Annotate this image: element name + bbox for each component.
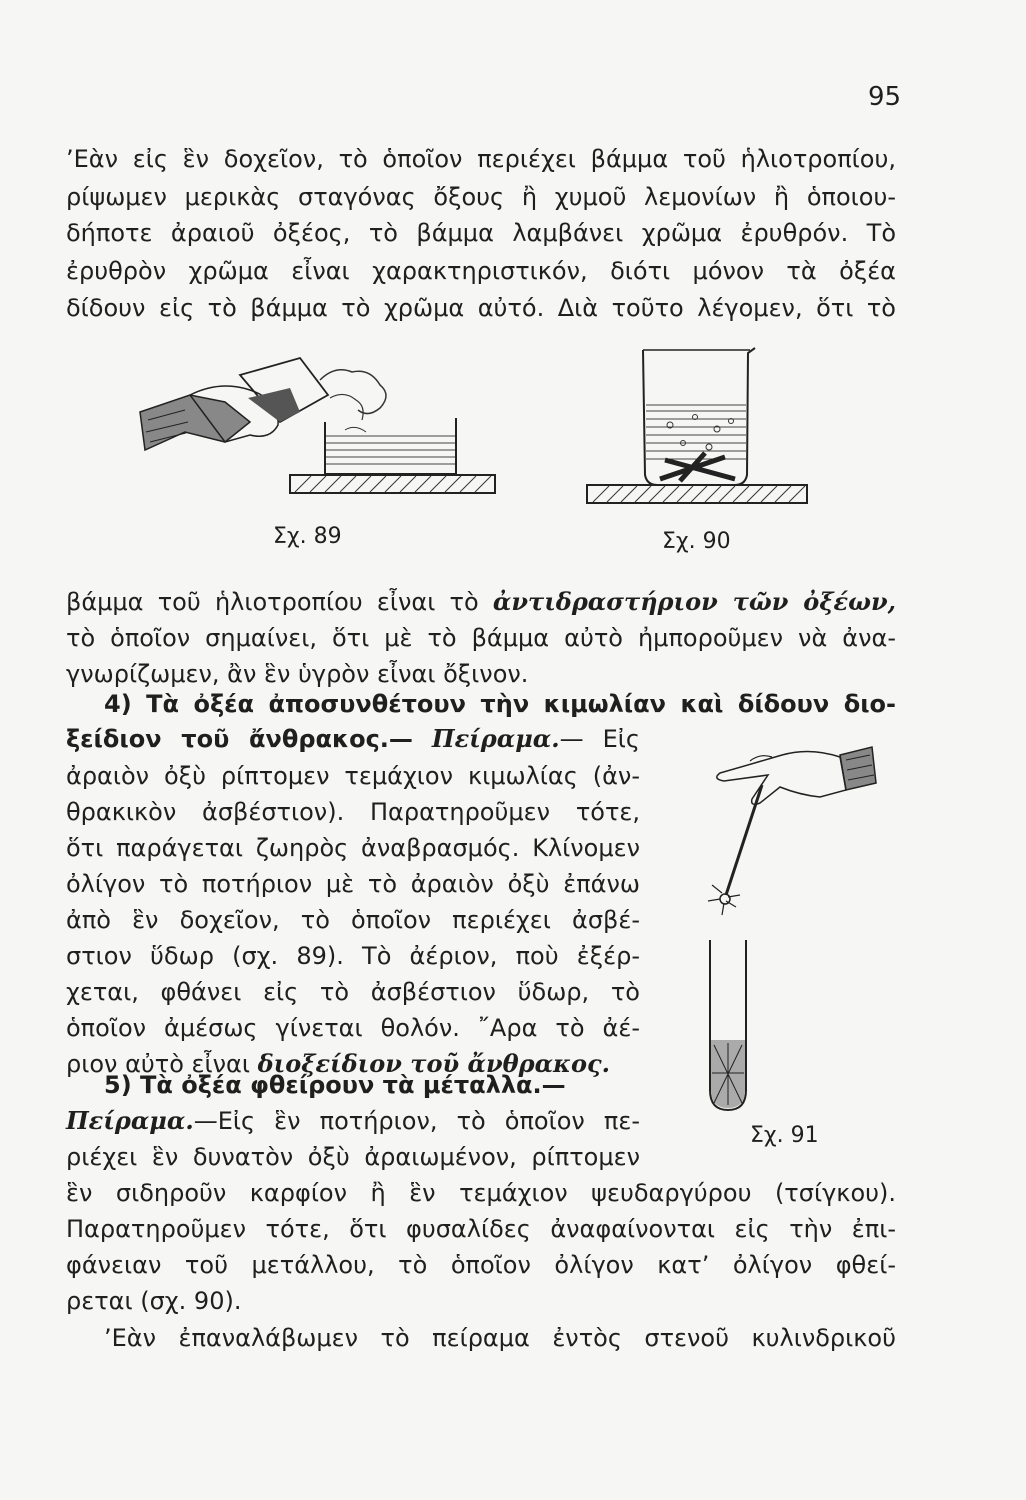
paragraph-line [66, 1104, 640, 1138]
paragraph-line: ἀραιὸν ὀξὺ ρίπτομεν τεμάχιον κιμωλίας (ἀν- [66, 762, 640, 790]
text-run: —Εἰς ἓν ποτήριον, τὸ ὁποῖον πε- [193, 1107, 640, 1135]
section-5-heading: 5) Τὰ ὀξέα φθείρουν τὰ μέταλλα.— [104, 1071, 566, 1099]
figure-89-illustration [130, 340, 500, 510]
paragraph-line: δίδουν εἰς τὸ βάμμα τὸ χρῶμα αὐτό. Διὰ τοῦτο λέγομεν, ὅτι τὸ [66, 294, 896, 322]
emphasis-term: ἀντιδραστήριον τῶν ὀξέων, [492, 587, 896, 616]
paragraph-line: ἓν σιδηροῦν καρφίον ἢ ἓν τεμάχιον ψευδαργύρου (τσίγκου). [66, 1179, 896, 1207]
text-run: — Εἰς [559, 725, 640, 753]
paragraph-line: γνωρίζωμεν, ἂν ἓν ὑγρὸν εἶναι ὄξινον. [66, 660, 529, 688]
paragraph-line: ρεται (σχ. 90). [66, 1287, 242, 1315]
section-4-heading: 4) Τὰ ὀξέα ἀποσυνθέτουν τὴν κιμωλίαν καὶ δίδουν διο- [104, 690, 896, 718]
paragraph-line: Παρατηροῦμεν τότε, ὅτι φυσαλίδες ἀναφαίνονται εἰς τὴν ἐπι- [66, 1215, 896, 1243]
paragraph-line [66, 722, 640, 756]
paragraph-line: ρίψωμεν μερικὰς σταγόνας ὄξους ἢ χυμοῦ λεμονίων ἢ ὁποιου- [66, 183, 896, 211]
emphasis-term: διοξείδιον τοῦ ἄνθρακος. [257, 1049, 610, 1078]
paragraph-line: φάνειαν τοῦ μετάλλου, τὸ ὁποῖον ὀλίγον κατ’ ὀλίγον φθεί- [66, 1251, 896, 1279]
paragraph-line: ἐρυθρὸν χρῶμα εἶναι χαρακτηριστικόν, διότι μόνον τὰ ὀξέα [66, 257, 896, 285]
paragraph-line [66, 585, 896, 619]
paragraph-line: ὅτι παράγεται ζωηρὸς ἀναβρασμός. Κλίνομεν [66, 834, 640, 862]
experiment-label: Πείραμα. [66, 1106, 194, 1135]
paragraph-line: ριέχει ἓν δυνατὸν ὀξὺ ἀραιωμένον, ρίπτομεν [66, 1143, 640, 1171]
page-number: 95 [868, 82, 902, 112]
section-4-heading-cont: ξείδιον τοῦ ἄνθρακος.— [66, 725, 413, 753]
paragraph-line: στιον ὕδωρ (σχ. 89). Τὸ ἀέριον, ποὺ ἐξέρ- [66, 942, 640, 970]
figure-90-illustration [585, 345, 810, 510]
paragraph-line: ὀλίγον τὸ ποτήριον μὲ τὸ ἀραιὸν ὀξὺ ἐπάνω [66, 870, 640, 898]
experiment-label: Πείραμα. [431, 724, 560, 753]
paragraph-line: χεται, φθάνει εἰς τὸ ἀσβέστιον ὕδωρ, τὸ [66, 978, 640, 1006]
paragraph-line: ’Εὰν εἰς ἓν δοχεῖον, τὸ ὁποῖον περιέχει βάμμα τοῦ ἡλιοτροπίου, [66, 145, 896, 173]
figure-90-caption: Σχ. 90 [662, 529, 731, 554]
figure-91-caption: Σχ. 91 [750, 1123, 819, 1148]
paragraph-line: θρακικὸν ἀσβέστιον). Παρατηροῦμεν τότε, [66, 798, 640, 826]
figure-89-caption: Σχ. 89 [273, 524, 342, 549]
paragraph-line: ὁποῖον ἀμέσως γίνεται θολόν. ῎Αρα τὸ ἀέ- [66, 1014, 640, 1042]
figure-91-illustration [690, 735, 880, 1120]
text-run: βάμμα τοῦ ἡλιοτροπίου εἶναι τὸ [66, 588, 479, 616]
paragraph-line: δήποτε ἀραιοῦ ὀξέος, τὸ βάμμα λαμβάνει χρῶμα ἐρυθρόν. Τὸ [66, 219, 896, 247]
paragraph-line: ἀπὸ ἓν δοχεῖον, τὸ ὁποῖον περιέχει ἀσβέ- [66, 906, 640, 934]
paragraph-line: ’Εὰν ἐπαναλάβωμεν τὸ πείραμα ἐντὸς στενοῦ κυλινδρικοῦ [104, 1324, 896, 1352]
text-run: ριον αὐτὸ εἶναι [66, 1050, 250, 1078]
paragraph-line: τὸ ὁποῖον σημαίνει, ὅτι μὲ τὸ βάμμα αὐτὸ ἠμποροῦμεν νὰ ἀνα- [66, 624, 896, 652]
